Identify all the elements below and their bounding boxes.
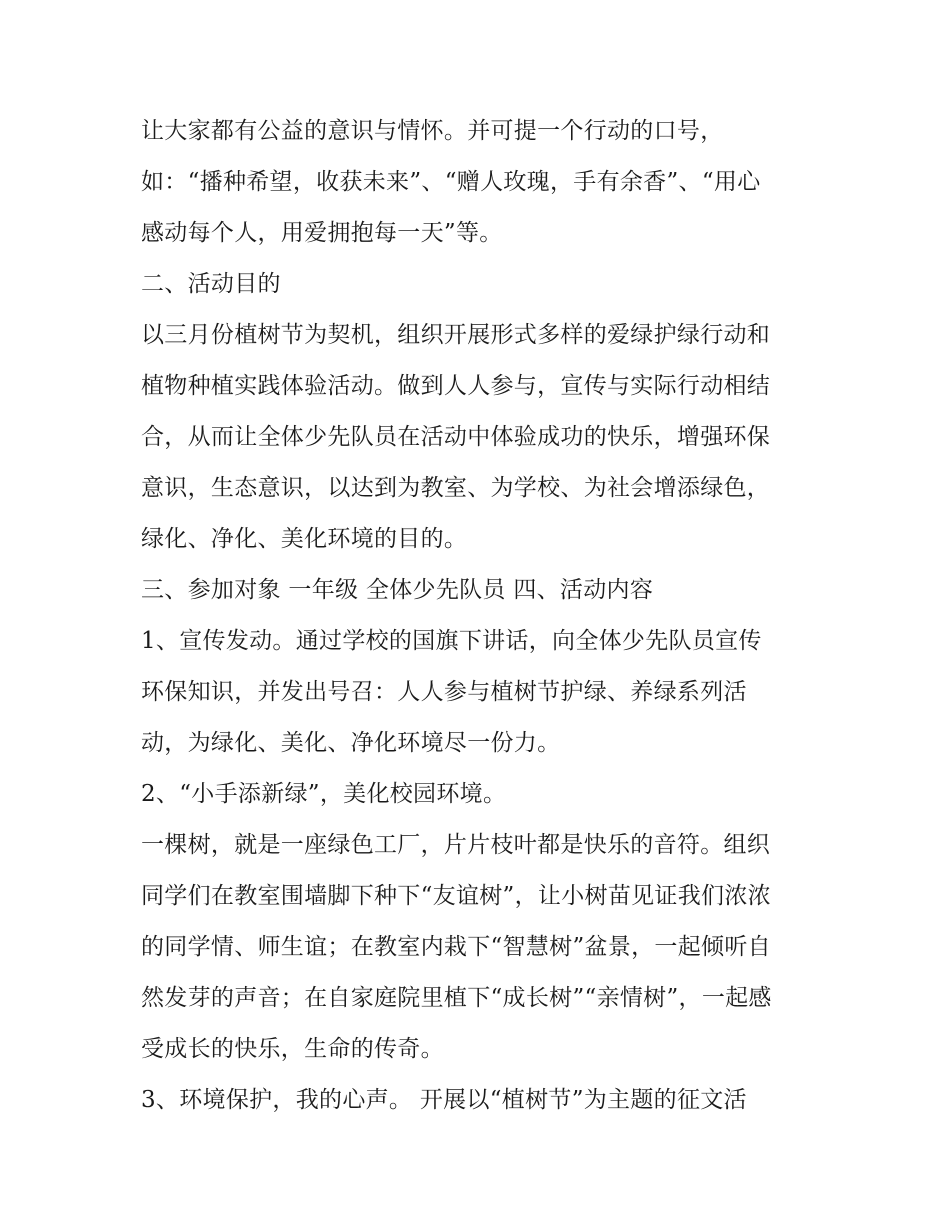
text-line-7: 合，从而让全体少先队员在活动中体验成功的快乐，增强环保 xyxy=(141,424,771,450)
text-line-16: 同学们在教室围墙脚下种下“友谊树”，让小树苗见证我们浓浓 xyxy=(141,883,771,909)
text-line-9: 绿化、净化、美化环境的目的。 xyxy=(141,526,468,552)
text-line-6: 植物种植实践体验活动。做到人人参与，宣传与实际行动相结 xyxy=(141,373,771,399)
section-heading-participants: 三、参加对象 一年级 全体少先队员 四、活动内容 xyxy=(141,577,654,603)
text-line-8: 意识，生态意识，以达到为教室、为学校、为社会增添绿色， xyxy=(141,475,771,501)
text-line-19: 受成长的快乐，生命的传奇。 xyxy=(141,1036,444,1062)
section-heading-goals: 二、活动目的 xyxy=(141,271,281,297)
text-line-15: 一棵树，就是一座绿色工厂，片片枝叶都是快乐的音符。组织 xyxy=(141,832,771,858)
text-line-5: 以三月份植树节为契机，组织开展形式多样的爱绿护绿行动和 xyxy=(141,322,771,348)
text-line-20: 3、环境保护，我的心声。 开展以“植树节”为主题的征文活 xyxy=(141,1087,747,1113)
document-body xyxy=(141,106,831,1126)
text-line-11: 1、宣传发动。通过学校的国旗下讲话，向全体少先队员宣传 xyxy=(141,628,762,654)
text-line-1: 让大家都有公益的意识与情怀。并可提一个行动的口号， xyxy=(141,118,724,144)
text-line-3: 感动每个人，用爱拥抱每一天”等。 xyxy=(141,220,503,246)
text-line-2: 如：“播种希望，收获未来”、“赠人玫瑰，手有余香”、“用心 xyxy=(141,169,761,195)
text-line-12: 环保知识，并发出号召：人人参与植树节护绿、养绿系列活 xyxy=(141,679,747,705)
text-line-18: 然发芽的声音；在自家庭院里植下“成长树”“亲情树”，一起感 xyxy=(141,985,772,1011)
text-line-14: 2、“小手添新绿”，美化校园环境。 xyxy=(141,781,507,807)
text-line-17: 的同学情、师生谊；在教室内栽下“智慧树”盆景，一起倾听自 xyxy=(141,934,771,960)
text-line-13: 动，为绿化、美化、净化环境尽一份力。 xyxy=(141,730,561,756)
